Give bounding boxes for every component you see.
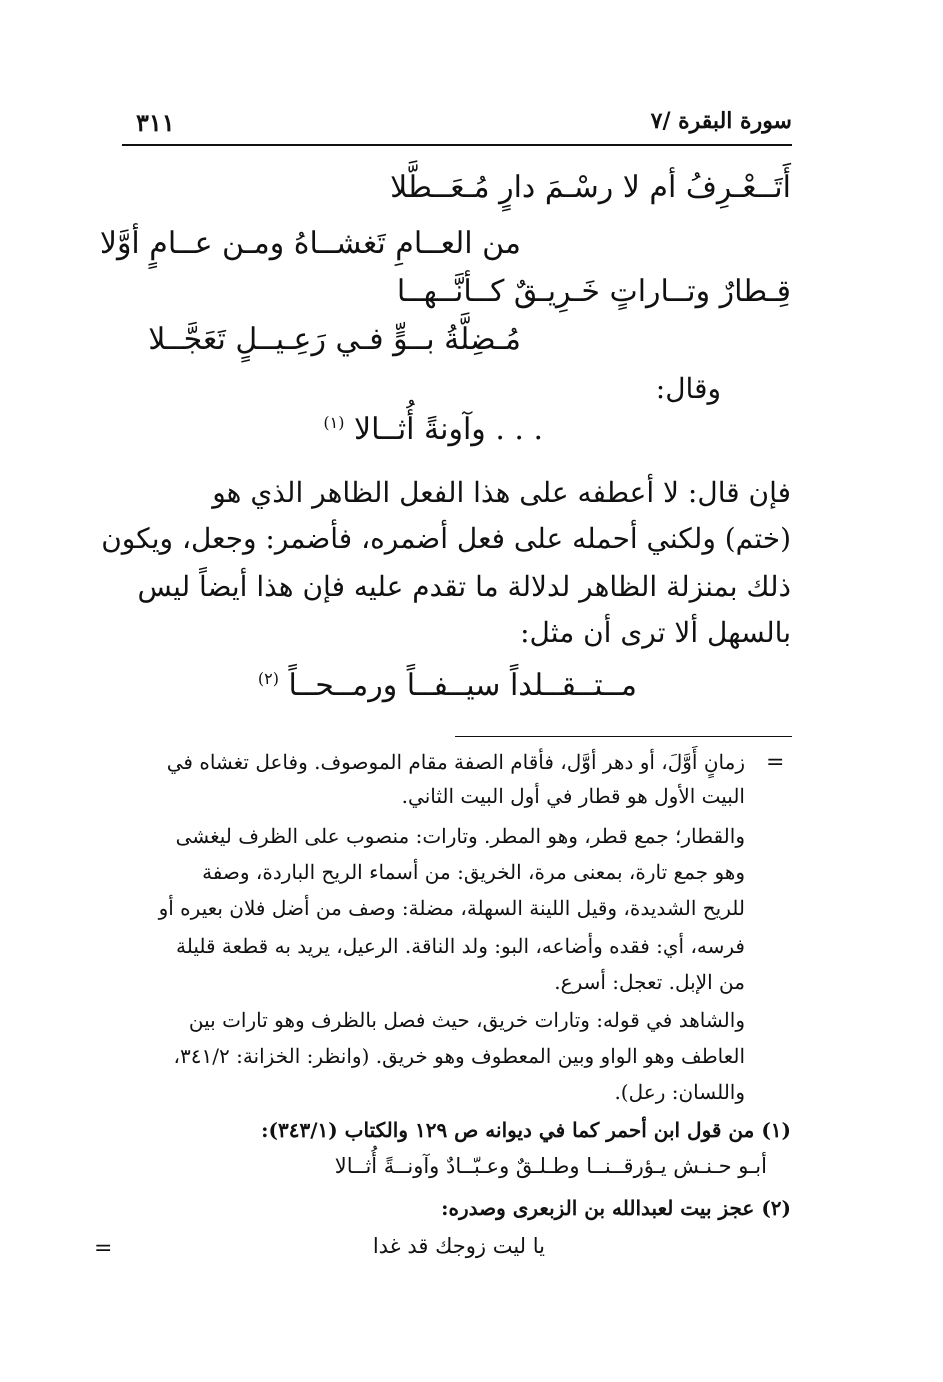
footnote-line: والقطار؛ جمع قطر، وهو المطر. وتارات: منصوب على الظرف ليغشى bbox=[175, 824, 745, 848]
prose-line: (ختم) ولكني أحمله على فعل أضمره، فأضمر: وجعل، ويكون bbox=[101, 522, 791, 555]
prose-line: فإن قال: لا أعطفه على هذا الفعل الظاهر الذي هو bbox=[212, 476, 791, 509]
end-mark: = bbox=[94, 1236, 113, 1261]
page-number: ٣١١ bbox=[136, 108, 175, 137]
example-verse-text: مــتــقــلداً سيــفــاً ورمــحــاً bbox=[288, 668, 637, 703]
prose-line: ذلك بمنزلة الظاهر لدلالة ما تقدم عليه فإن هذا أيضاً ليس bbox=[137, 570, 791, 603]
footnote-ref: (١) bbox=[323, 413, 345, 432]
poem-line: مُـضِلَّةُ بــوٍّ فـي رَعِـيــلٍ تَعَجَّــلا bbox=[148, 322, 521, 357]
footnote-line: زمانٍ أَوَّلَ، أو دهر أوَّل، فأقام الصفة مقام الموصوف. وفاعل تغشاه في bbox=[166, 750, 745, 774]
poem-line: قِـطارٌ وتــاراتٍ خَـرِيـقٌ كــأنَّــهــا bbox=[396, 274, 791, 309]
qala-text: وقال: bbox=[655, 372, 721, 405]
footnote-line: واللسان: رعل). bbox=[614, 1080, 745, 1104]
footnote-1-verse: أبـو حـنـش يـؤرقــنــا وطـلـقٌ وعـبّــادٌ وآونــةً أُثــالا bbox=[334, 1154, 767, 1178]
footnote-ref: (٢) bbox=[257, 669, 279, 688]
footnote-line: البيت الأول هو قطار في أول البيت الثاني. bbox=[401, 784, 745, 808]
poem-line: أَتَــعْـرِفُ أم لا رسْـمَ دارٍ مُـعَــطَّلا bbox=[390, 170, 791, 205]
header-rule bbox=[122, 144, 792, 146]
footnote-line: فرسه، أي: فقده وأضاعه، البو: ولد الناقة. الرعيل، يريد به قطعة قليلة bbox=[175, 934, 745, 958]
prose-line: بالسهل ألا ترى أن مثل: bbox=[520, 616, 791, 649]
fragment-verse bbox=[323, 412, 543, 447]
footnote-line: والشاهد في قوله: وتارات خريق، حيث فصل بالظرف وهو تارات بين bbox=[188, 1008, 745, 1032]
fragment-text: . . . وآونةً أُثــالا bbox=[353, 412, 543, 447]
footnote-2-verse: يا ليت زوجك قد غدا bbox=[372, 1234, 545, 1258]
footnote-1: (١) من قول ابن أحمر كما في ديوانه ص ١٢٩ والكتاب (٣٤٣/١): bbox=[261, 1118, 791, 1142]
footnote-2: (٢) عجز بيت لعبدالله بن الزبعرى وصدره: bbox=[441, 1196, 791, 1220]
page-header bbox=[122, 108, 792, 142]
running-title: سورة البقرة /٧ bbox=[650, 108, 792, 134]
footnote-line: للريح الشديدة، وقيل اللينة السهلة، مضلة: وصف من أضل فلان بعيره أو bbox=[158, 896, 745, 920]
footnote-line: العاطف وهو الواو وبين المعطوف وهو خريق. (وانظر: الخزانة: ٣٤١/٢، bbox=[173, 1044, 745, 1068]
poem-line: من العــامِ تَغشــاهُ ومـن عــامٍ أوَّلا bbox=[99, 226, 521, 261]
footnote-line: من الإبل. تعجل: أسرع. bbox=[554, 970, 745, 994]
example-verse bbox=[258, 668, 637, 703]
footnote-line: وهو جمع تارة، بمعنى مرة، الخريق: من أسماء الريح الباردة، وصفة bbox=[202, 860, 745, 884]
footnote-separator bbox=[455, 736, 792, 737]
continuation-mark: = bbox=[766, 750, 785, 775]
